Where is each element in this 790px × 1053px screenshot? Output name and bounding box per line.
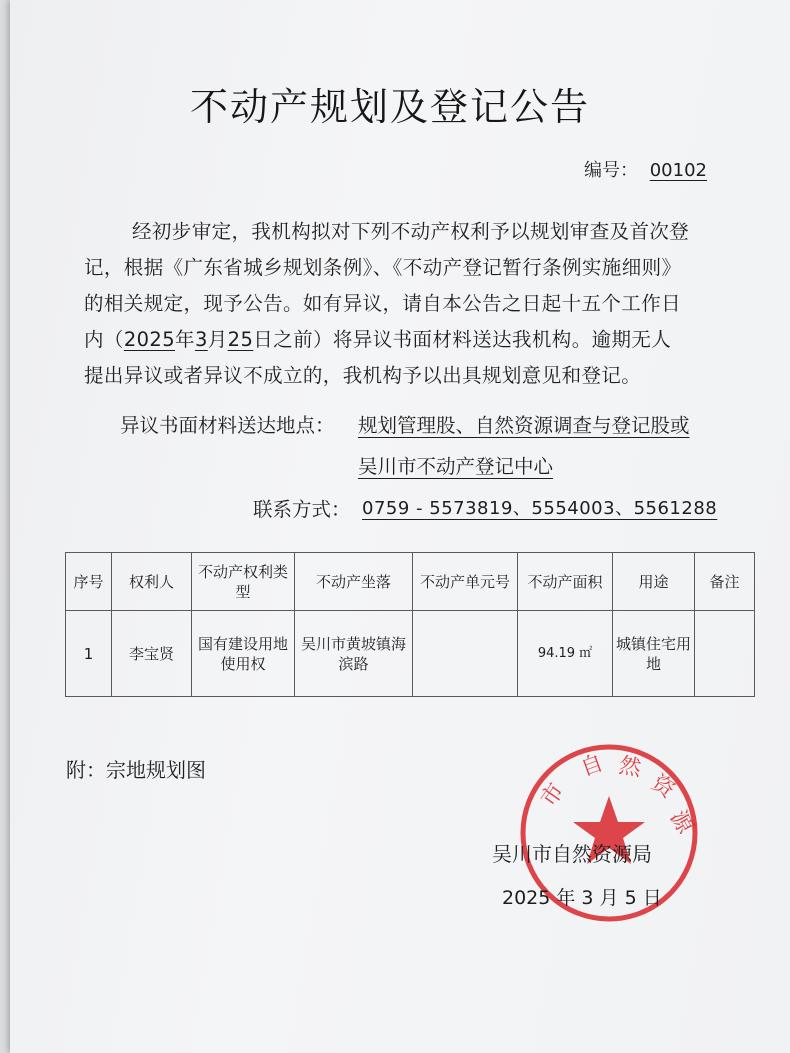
document-title: 不动产规划及登记公告 [190, 85, 591, 129]
cell-unit-number [413, 611, 518, 697]
svg-text:资: 资 [646, 770, 679, 804]
cell-index: 1 [66, 611, 112, 697]
cell-owner: 李宝贤 [112, 611, 192, 697]
header-index: 序号 [66, 553, 112, 611]
header-right-type: 不动产权利类型 [192, 553, 295, 611]
address-line-2: 吴川市不动产登记中心 [358, 455, 554, 478]
issuer-name: 吴川市自然资源局 [492, 842, 652, 866]
cell-location: 吴川市黄坡镇海滨路 [295, 611, 413, 697]
deadline-month: 3 [194, 328, 208, 351]
property-table [65, 552, 755, 697]
body-line-4-c: 月 [207, 328, 228, 351]
body-line-5: 提出异议或者异议不成立的，我机构予以出具规划意见和登记。 [84, 364, 642, 387]
cell-area: 94.19 ㎡ [518, 611, 613, 697]
contact-value: 0759 - 5573819、5554003、5561288 [362, 498, 718, 519]
body-line-3: 的相关规定，现予公告。如有异议，请自本公告之日起十五个工作日 [84, 292, 682, 315]
contact-label: 联系方式： [253, 498, 351, 521]
header-location: 不动产坐落 [295, 553, 413, 611]
address-label: 异议书面材料送达地点： [120, 414, 335, 437]
body-line-4-a: 内（ [84, 328, 124, 351]
address-line-1: 规划管理股、自然资源调查与登记股或 [358, 414, 690, 437]
header-owner: 权利人 [112, 553, 192, 611]
header-area: 不动产面积 [518, 553, 613, 611]
document-number [584, 156, 707, 182]
header-remarks: 备注 [695, 553, 755, 611]
cell-usage: 城镇住宅用地 [613, 611, 695, 697]
table-row [66, 611, 755, 697]
svg-text:然: 然 [616, 753, 643, 782]
svg-text:市: 市 [536, 779, 570, 812]
issue-date: 2025 年 3 月 5 日 [502, 887, 662, 909]
attachment-note: 附：宗地规划图 [66, 758, 206, 782]
body-line-1: 经初步审定，我机构拟对下列不动产权利予以规划审查及首次登 [132, 220, 690, 243]
body-line-4 [84, 322, 671, 358]
table-header-row [66, 553, 755, 611]
deadline-day: 25 [227, 328, 254, 351]
deadline-year: 2025 [123, 328, 176, 351]
header-usage: 用途 [613, 553, 695, 611]
body-line-4-d: 日之前）将异议书面材料送达我机构。逾期无人 [253, 328, 672, 351]
header-unit-number: 不动产单元号 [413, 553, 518, 611]
body-line-4-b: 年 [175, 328, 195, 351]
cell-right-type: 国有建设用地使用权 [192, 611, 295, 697]
number-label: 编号： [584, 160, 638, 181]
cell-remarks [695, 611, 755, 697]
svg-text:源: 源 [664, 806, 698, 839]
svg-text:自: 自 [577, 750, 607, 782]
number-value: 00102 [649, 160, 707, 181]
body-line-2: 记，根据《广东省城乡规划条例》、《不动产登记暂行条例实施细则》 [84, 256, 682, 279]
